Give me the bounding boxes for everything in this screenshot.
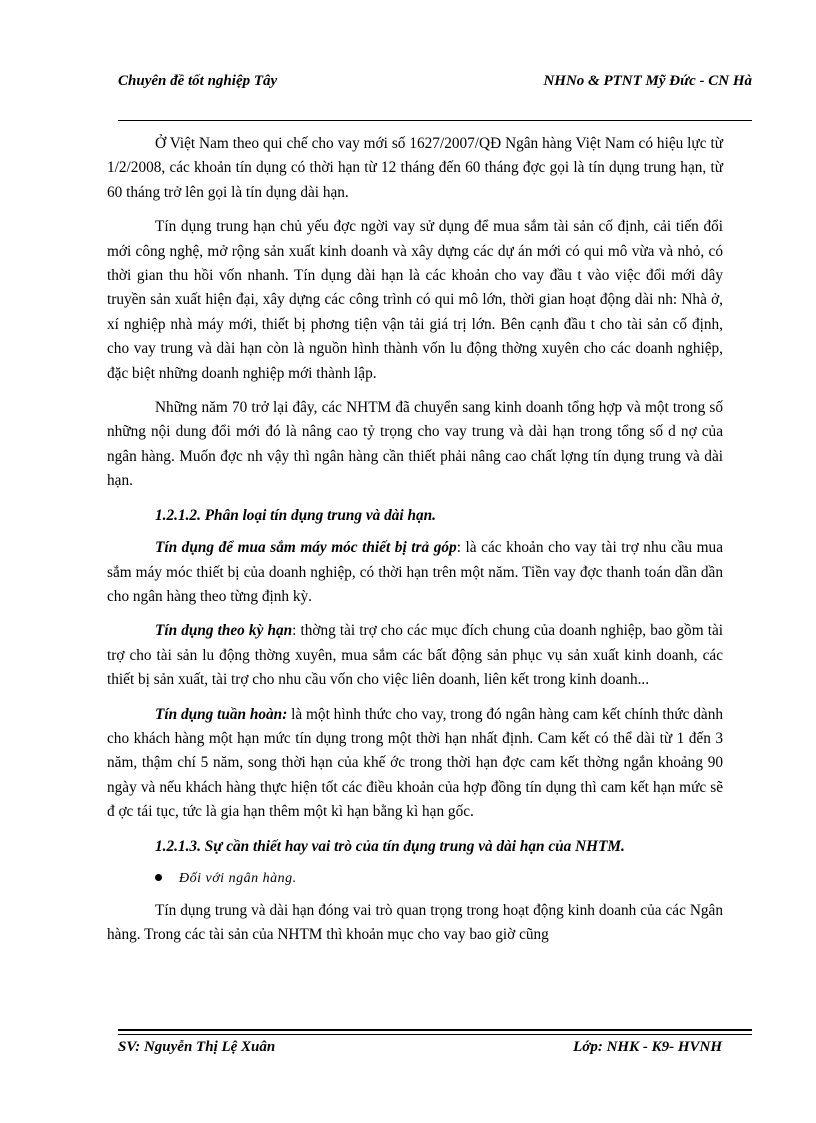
- bullet-item: [107, 867, 723, 891]
- footer-student-name: SV: Nguyễn Thị Lệ Xuân: [118, 1039, 276, 1055]
- term-installment-credit: Tín dụng để mua sắm máy móc thiết bị trả góp: [155, 539, 457, 557]
- header-document-type: Chuyên đề tốt nghiệp Tây: [118, 73, 278, 89]
- definition-revolving-credit: là một hình thức cho vay, trong đó ngân hàng cam kết chính thức dành cho khách hàng một hạn mức tín dụng trong một thời hạn nhất định. Cam kết có thể dài từ 1 đến 3 năm, thậm chí 5 năm, song thời hạn của khế ớc trong thời hạn đợc cam kết thờng ngắn khoảng 90 ngày và nếu khách hàng thực hiện tốt các điều khoản của hợp đồng tín dụng thì cam kết hạn mức sẽ đ ợc tái tục, tức là gia hạn thêm một kì hạn bằng kì hạn gốc.: [107, 705, 723, 821]
- footer-divider-thick: [118, 1029, 752, 1031]
- footer-class-name: Lớp: NHK - K9- HVNH: [573, 1039, 722, 1055]
- bullet-icon: [155, 874, 162, 881]
- definition-term-credit: : thờng tài trợ cho các mục đích chung của doanh nghiệp, bao gồm tài trợ cho tài sản lu động thờng xuyên, mua sắm các bất động sản phục vụ sản xuất kinh doanh, các thiết bị sản xuất, tài trợ cho nhu cầu vốn cho việc liên doanh, liên kết trong kinh doanh...: [107, 622, 723, 689]
- section-heading-role: 1.2.1.3. Sự cần thiết hay vai trò của tín dụng trung và dài hạn của NHTM.: [155, 837, 625, 855]
- page-header: [118, 72, 752, 112]
- bullet-text: Đối với ngân hàng.: [179, 870, 297, 886]
- page-footer: [118, 1039, 722, 1061]
- term-term-credit: Tín dụng theo kỳ hạn: [155, 622, 293, 640]
- paragraph-installment-credit: [107, 536, 723, 609]
- paragraph-term-credit: [107, 619, 723, 692]
- paragraph-intro: Ở Việt Nam theo qui chế cho vay mới số 1627/2007/QĐ Ngân hàng Việt Nam có hiệu lực từ 1/2/2008, các khoản tín dụng có thời hạn từ 12 tháng đến 60 tháng đợc gọi là tín dụng trung hạn, từ 60 tháng trở lên gọi là tín dụng dài hạn.: [107, 135, 723, 201]
- paragraph-nhtm-history: Những năm 70 trở lại đây, các NHTM đã chuyển sang kinh doanh tổng hợp và một trong số những nội dung đổi mới đó là nâng cao tỷ trọng cho vay trung và dài hạn trong tổng số d nợ của ngân hàng. Muốn đợc nh vậy thì ngân hàng cần thiết phải nâng cao chất lợng tín dụng trung và dài hạn.: [107, 399, 723, 490]
- header-divider: [118, 120, 752, 121]
- paragraph-medium-long-term: Tín dụng trung hạn chủ yếu đợc ngời vay sử dụng để mua sắm tài sản cố định, cải tiến đổi mới công nghệ, mở rộng sản xuất kinh doanh và xây dựng các dự án mới có qui mô vừa và nhỏ, có thời gian thu hồi vốn nhanh. Tín dụng dài hạn là các khoản cho vay đầu t vào việc đổi mới dây truyền sản xuất hiện đại, xây dựng các công trình có qui mô lớn, thời gian hoạt động dài nh: Nhà ở, xí nghiệp nhà máy mới, thiết bị phơng tiện vận tải giá trị lớn. Bên cạnh đầu t cho tài sản cố định, cho vay trung và dài hạn còn là nguồn hình thành vốn lu động thờng xuyên cho các doanh nghiệp, đặc biệt những doanh nghiệp mới thành lập.: [107, 218, 723, 382]
- footer-divider-thin: [118, 1034, 752, 1035]
- paragraph-revolving-credit: [107, 703, 723, 825]
- header-organization: NHNo & PTNT Mỹ Đức - CN Hà: [543, 73, 752, 89]
- definition-installment-credit: : là các khoản cho vay tài trợ nhu cầu mua sắm máy móc thiết bị của doanh nghiệp, có thời hạn trên một năm. Tiền vay đợc thanh toán dần dần cho ngân hàng theo từng định kỳ.: [107, 539, 723, 605]
- paragraph-bank-role: Tín dụng trung và dài hạn đóng vai trò quan trọng trong hoạt động kinh doanh của các Ngân hàng. Trong các tài sản của NHTM thì khoản mục cho vay bao giờ cũng: [107, 901, 723, 944]
- section-heading-classification: 1.2.1.2. Phân loại tín dụng trung và dài hạn.: [155, 506, 436, 524]
- document-body: [107, 132, 723, 958]
- term-revolving-credit: Tín dụng tuần hoàn:: [155, 705, 288, 723]
